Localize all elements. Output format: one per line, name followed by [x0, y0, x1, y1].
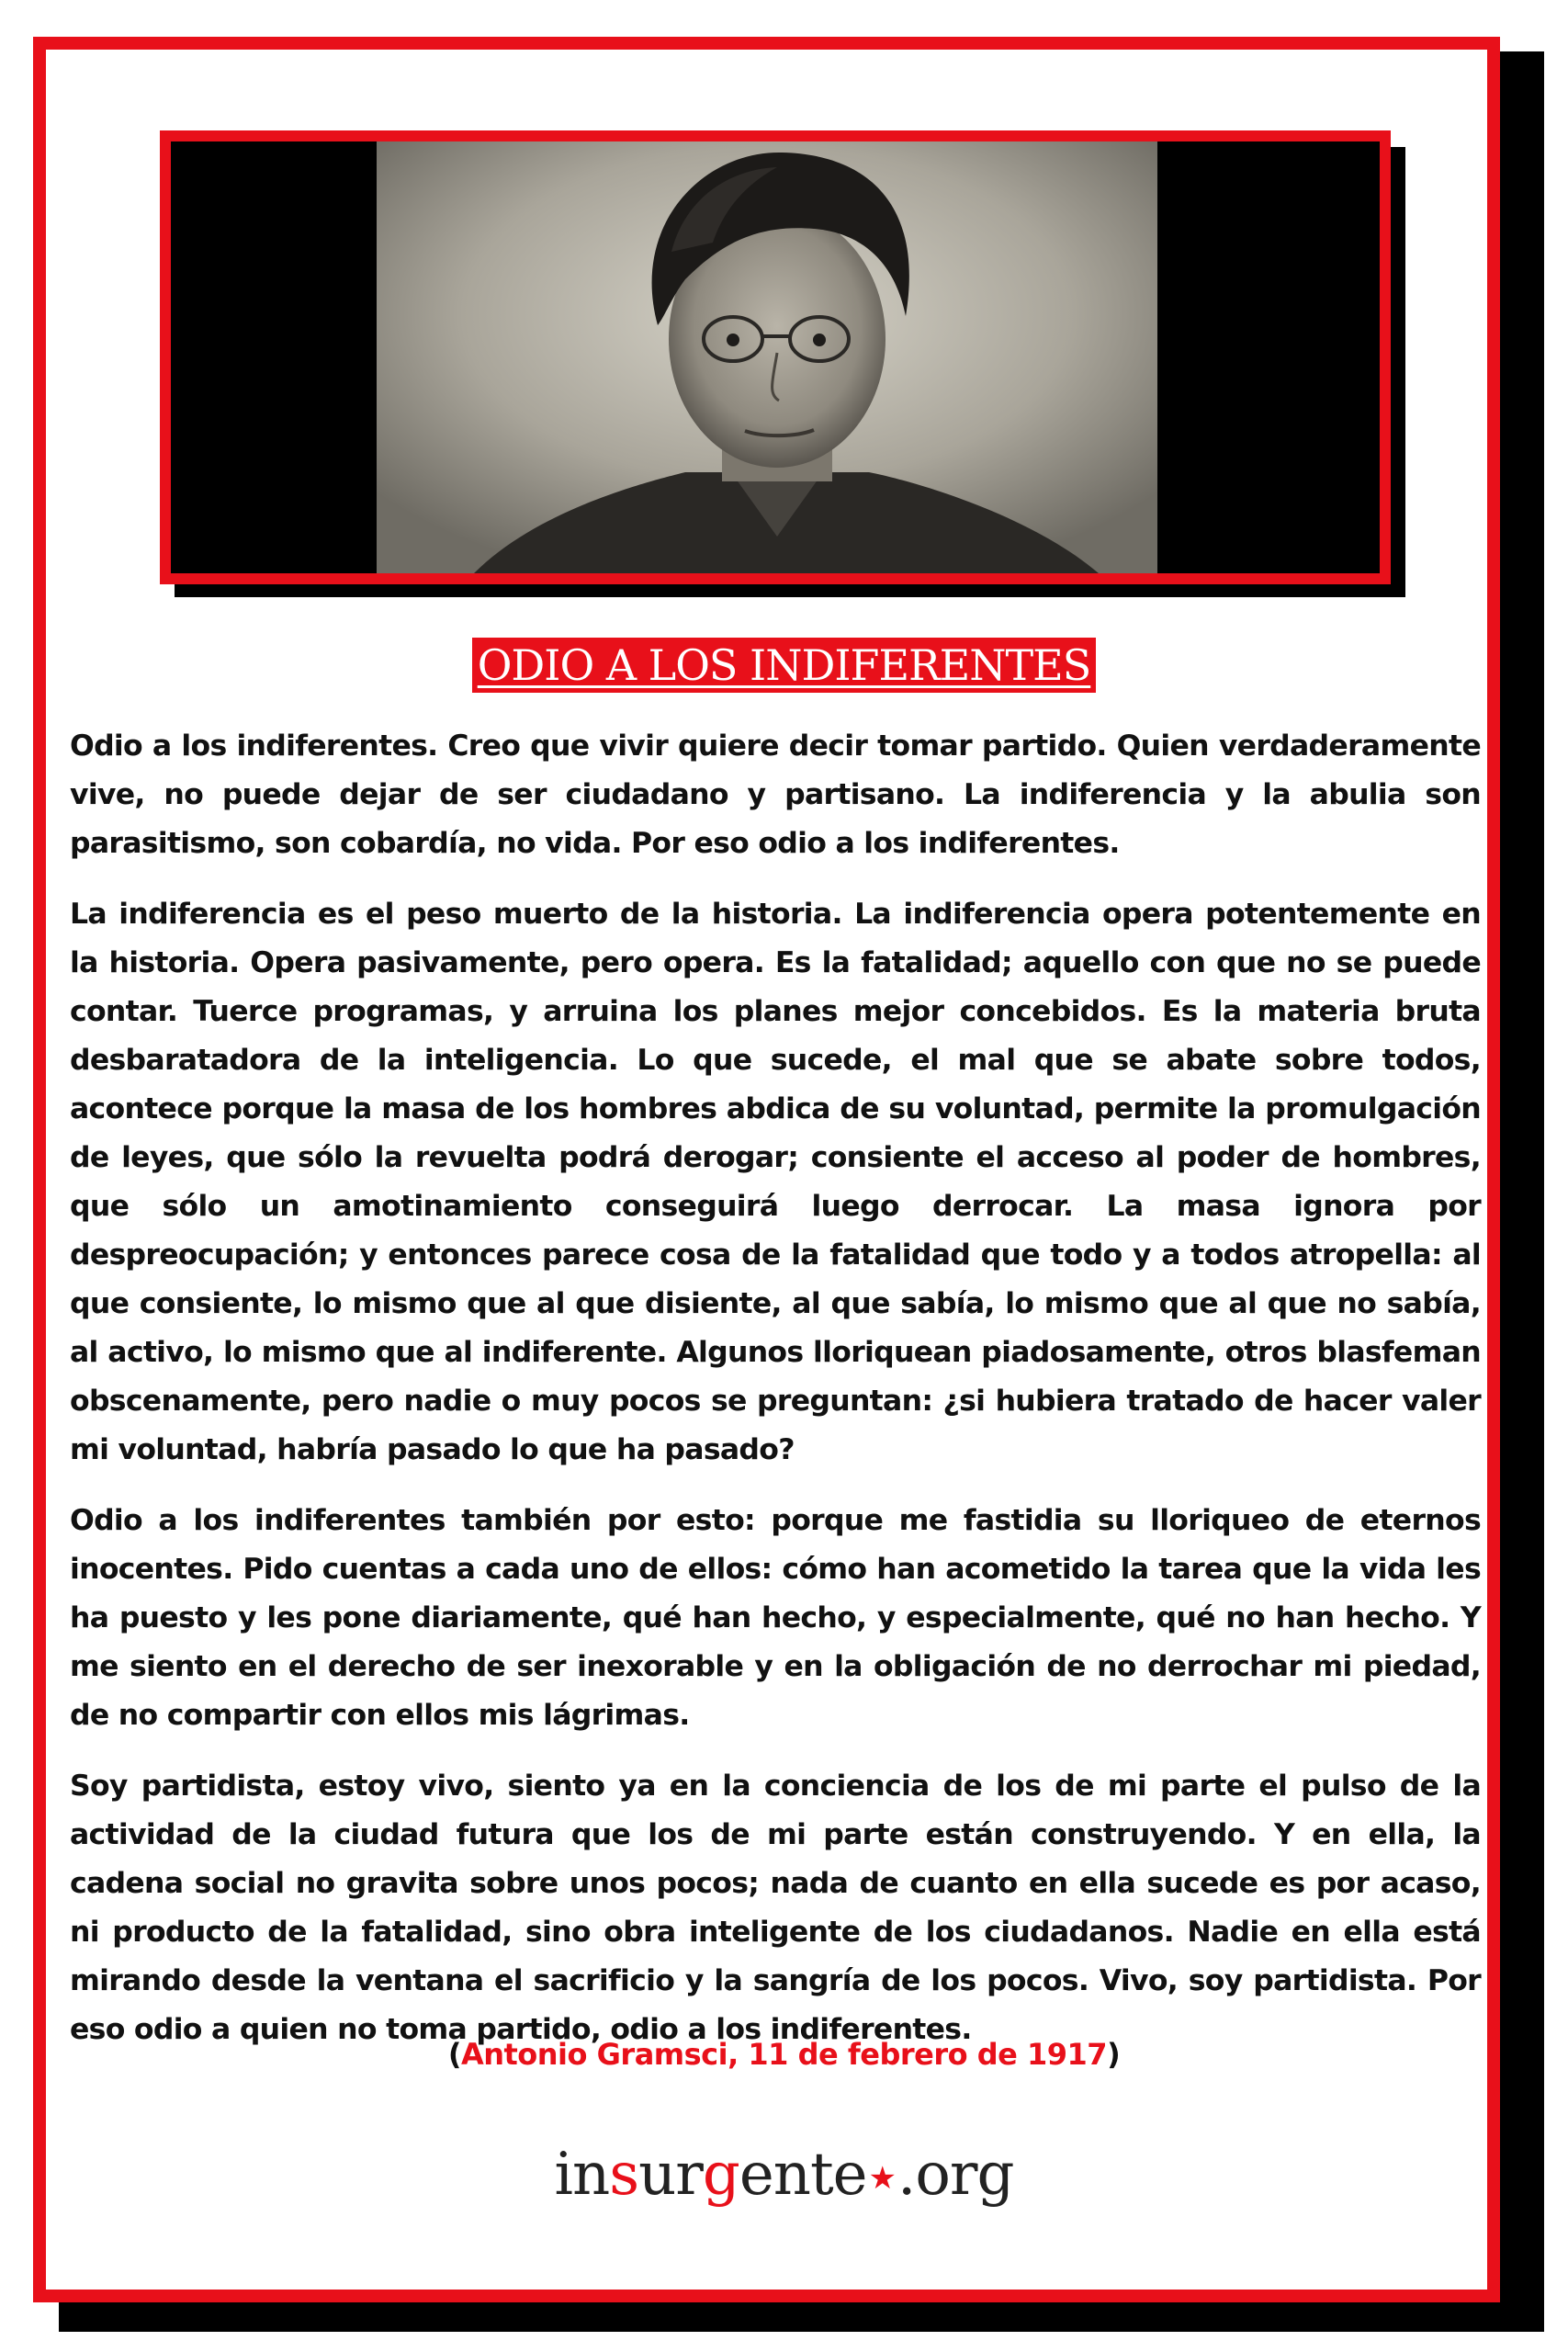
site-logo [0, 2141, 1568, 2209]
paragraph-2: La indiferencia es el peso muerto de la historia. La indiferencia opera potentemente en la historia. Opera pasivamente, pero opera. Es la fatalidad; aquello con que no se puede contar. Tuerce programas, y arruina los planes mejor concebidos. Es la materia bruta desbaratadora de la inteligencia. Lo que sucede, el mal que se abate sobre todos, acontece porque la masa de los hombres abdica de su voluntad, permite la promulgación de leyes, que sólo la revuelta podrá derogar; consiente el acceso al poder de hombres, que sólo un amotinamiento conseguirá luego derrocar. La masa ignora por despreocupación; y entonces parece cosa de la fatalidad que todo y a todos atropella: al que consiente, lo mismo que al que disiente, al que sabía, lo mismo que al que no sabía, al activo, lo mismo que al indiferente. Algunos lloriquean piadosamente, otros blasfeman obscenamente, pero nadie o muy pocos se preguntan: ¿si hubiera tratado de hacer valer mi voluntad, habría pasado lo que ha pasado? [70, 898, 1481, 1466]
attribution-close: ) [1107, 2037, 1121, 2072]
page-title: ODIO A LOS INDIFERENTES [472, 638, 1097, 693]
logo-text-3: ur [638, 2141, 703, 2209]
paragraph-3: Odio a los indiferentes también por esto: porque me fastidia su lloriqueo de eternos inocentes. Pido cuentas a cada uno de ellos: cómo han acometido la tarea que la vida les ha puesto y les pone diariamente, qué han hecho, y especialmente, qué no han hecho. Y me siento en el derecho de ser inexorable y en la obligación de no derrochar mi piedad, de no compartir con ellos mis lágrimas. [70, 1504, 1481, 1732]
paragraph-4: Soy partidista, estoy vivo, siento ya en la conciencia de los de mi parte el pulso de la actividad de la ciudad futura que los de mi parte están construyendo. Y en ella, la cadena social no gravita sobre unos pocos; nada de cuanto en ella sucede es por acaso, ni producto de la fatalidad, sino obra inteligente de los ciudadanos. Nadie en ella está mirando desde la ventana el sacrificio y la sangría de los pocos. Vivo, soy partidista. Por eso odio a quien no toma partido, odio a los indiferentes. [70, 1770, 1481, 2046]
logo-text-6: .org [897, 2141, 1014, 2209]
logo-text-5: ente [739, 2141, 867, 2209]
portrait-illustration [171, 141, 1380, 573]
attribution [0, 2037, 1568, 2072]
article-body [70, 722, 1481, 2076]
attribution-author: Antonio Gramsci, 11 de febrero de 1917 [460, 2037, 1108, 2072]
logo-text-1: in [554, 2141, 610, 2209]
paragraph-1: Odio a los indiferentes. Creo que vivir quiere decir tomar partido. Quien verdaderamente vive, no puede dejar de ser ciudadano y partisano. La indiferencia y la abulia son parasitismo, son cobardía, no vida. Por eso odio a los indiferentes. [70, 729, 1481, 860]
title-container [0, 638, 1568, 693]
portrait-photo [160, 130, 1391, 584]
logo-text-4: g [702, 2141, 739, 2209]
attribution-open: ( [447, 2037, 461, 2072]
logo-text-2: s [609, 2141, 639, 2209]
star-icon: ★ [868, 2160, 897, 2197]
